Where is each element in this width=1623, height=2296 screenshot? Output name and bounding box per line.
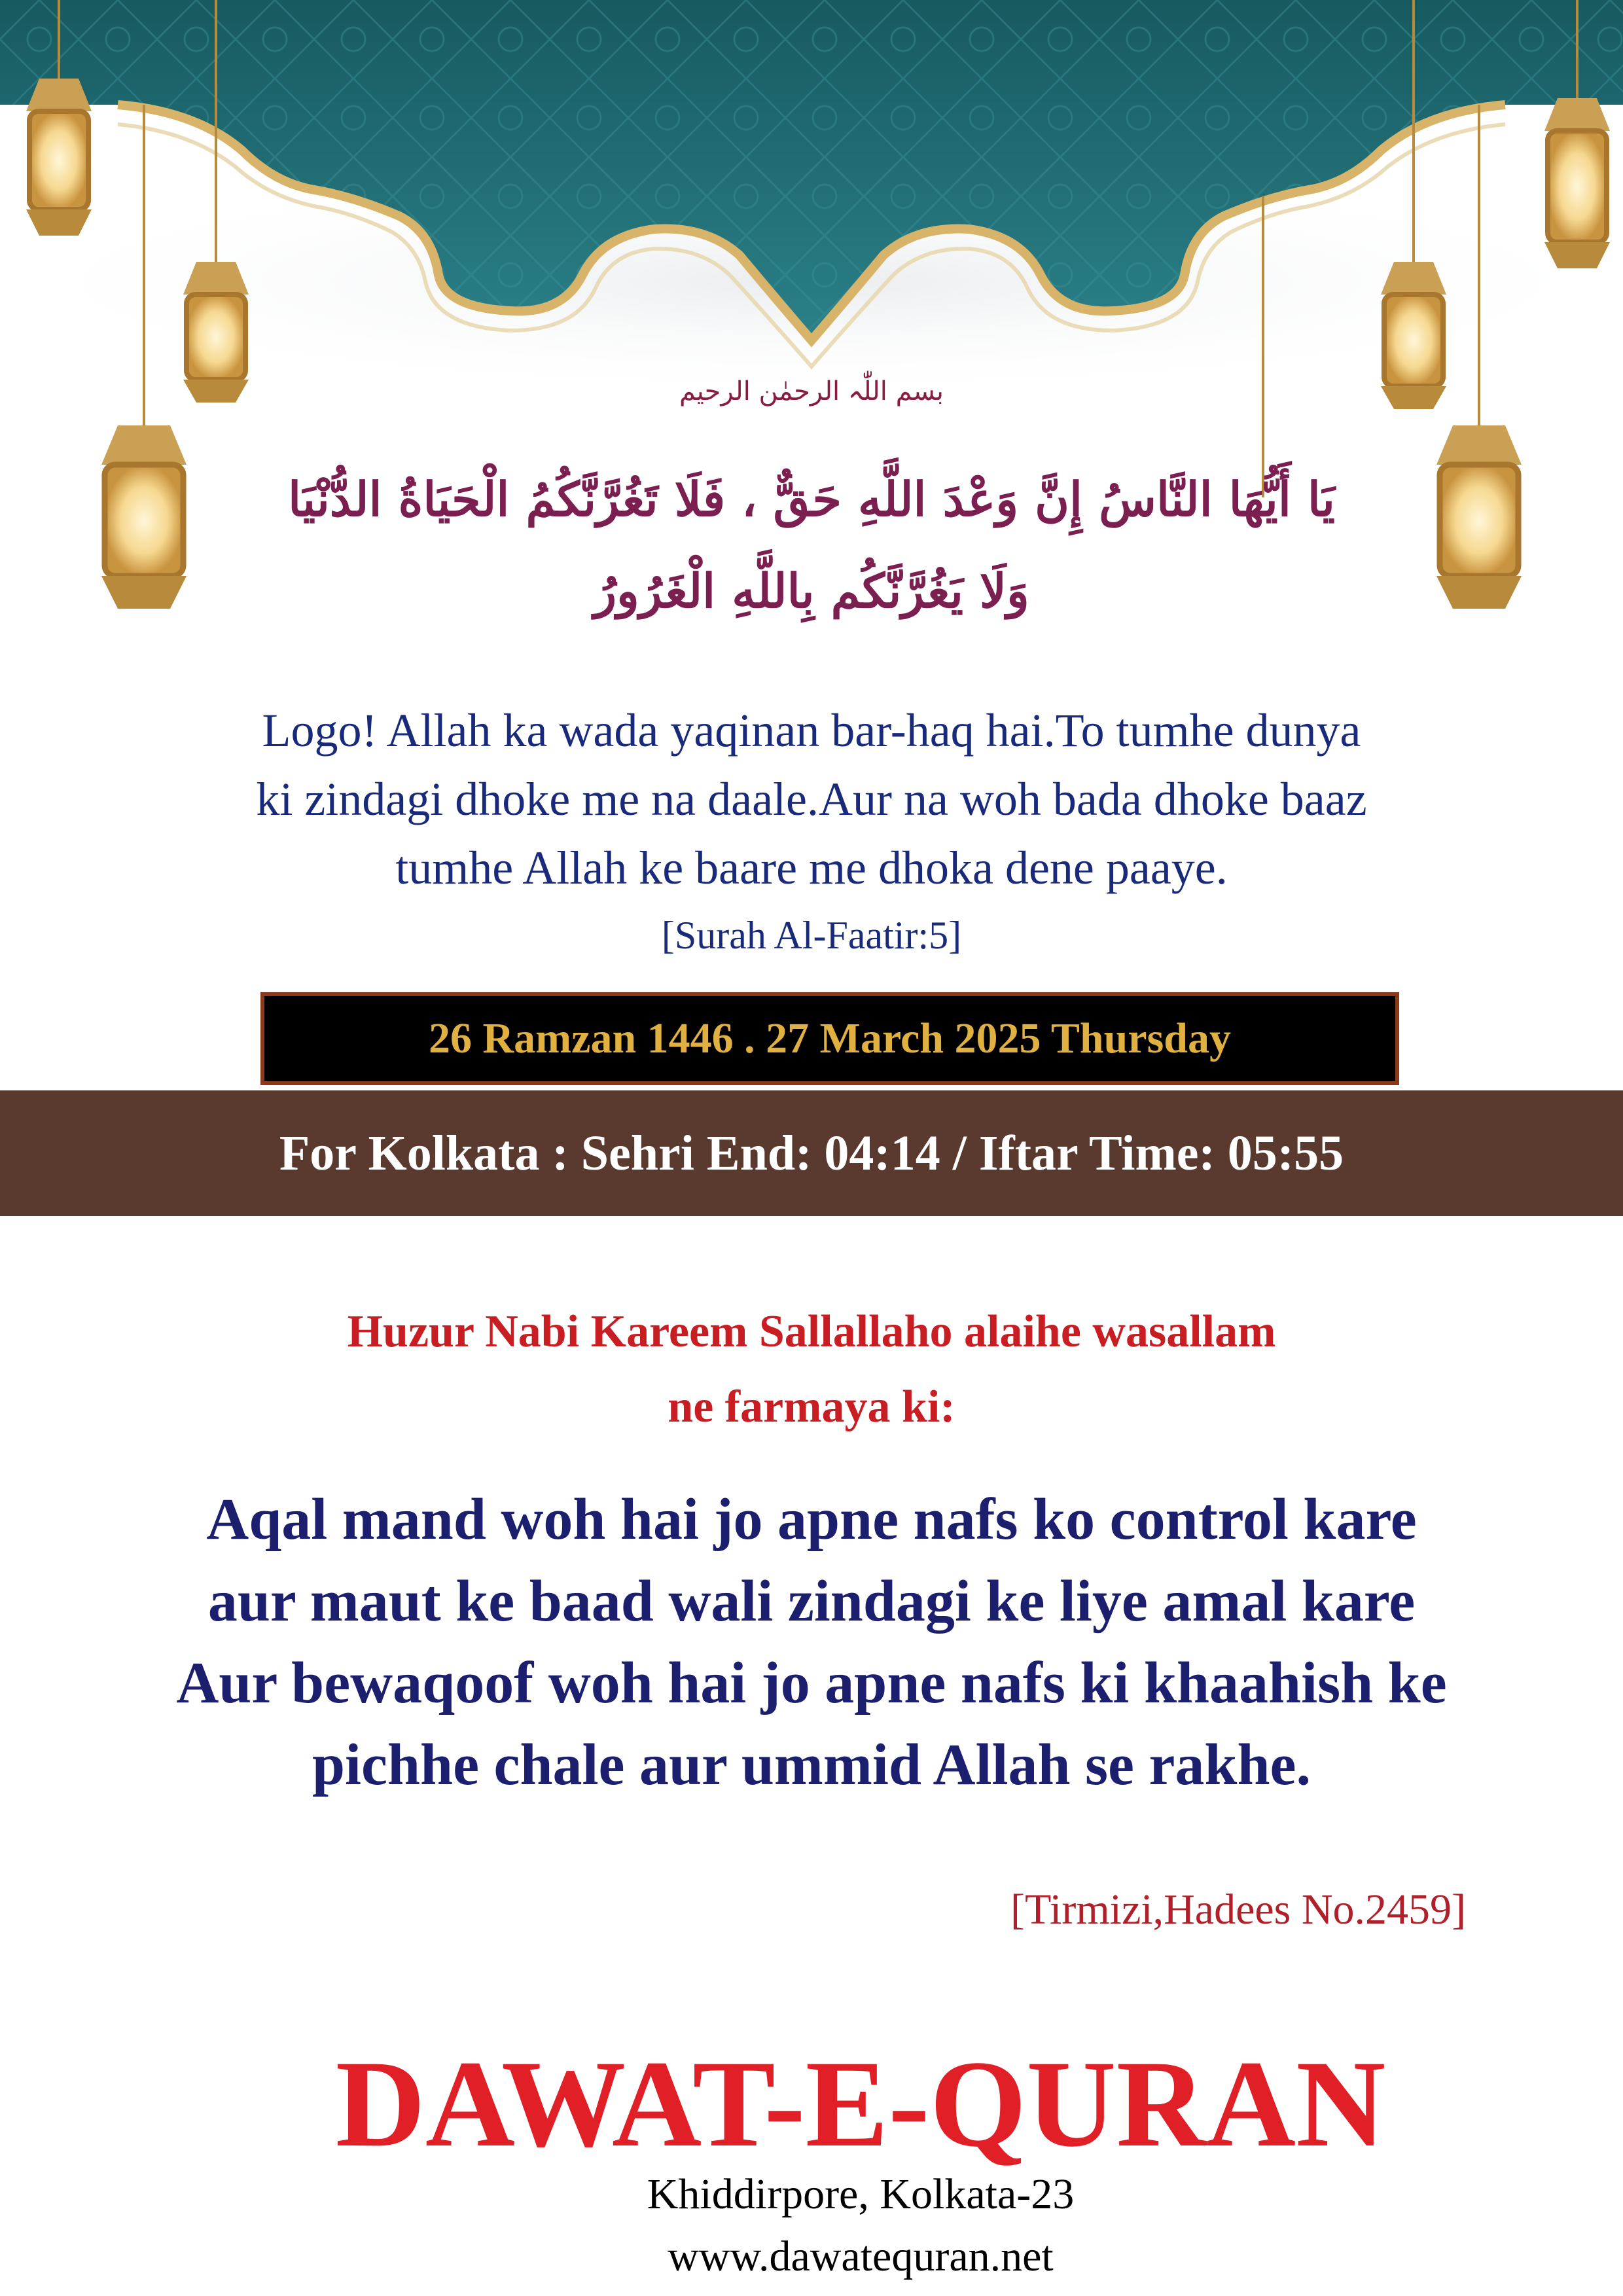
- lantern-icon: [1544, 98, 1610, 268]
- bismillah: بسم اللّٰہ الرحمٰن الرحیم: [679, 376, 944, 406]
- arabic-verse-line-1: يَا أَيُّهَا النَّاسُ إِنَّ وَعْدَ اللَّهِ حَقٌّ ، فَلَا تَغُرَّنَّكُمُ الْحَيَاةُ الدُّنْيَا: [288, 471, 1335, 527]
- hadith-text-line-2: aur maut ke baad wali zindagi ke liye amal kare: [207, 1569, 1416, 1634]
- translation-line-3: tumhe Allah ke baare me dhoka dene paaye.: [395, 842, 1228, 894]
- brand-title: DAWAT-E-QURAN: [335, 2036, 1386, 2173]
- hadith-text-line-4: pichhe chale aur ummid Allah se rakhe.: [312, 1732, 1311, 1797]
- lantern-icon: [26, 79, 92, 236]
- hadith-intro-line-2: ne farmaya ki:: [668, 1382, 955, 1432]
- hadith-intro-line-1: Huzur Nabi Kareem Sallallaho alaihe wasallam: [347, 1306, 1276, 1357]
- translation-line-2: ki zindagi dhoke me na daale.Aur na woh bada dhoke baaz: [256, 773, 1367, 825]
- arabic-verse-line-2: وَلَا يَغُرَّنَّكُم بِاللَّهِ الْغَرُورُ: [594, 563, 1029, 619]
- website: www.dawatequran.net: [668, 2233, 1054, 2280]
- sehri-iftar-timings: For Kolkata : Sehri End: 04:14 / Iftar Time: 05:55: [0, 1090, 1623, 1216]
- translation-line-1: Logo! Allah ka wada yaqinan bar-haq hai.To tumhe dunya: [262, 704, 1361, 757]
- verse-reference: [Surah Al-Faatir:5]: [661, 914, 962, 957]
- hadith-text-line-3: Aur bewaqoof woh hai jo apne nafs ki khaahish ke: [176, 1651, 1447, 1715]
- header-decoration: [0, 0, 1623, 655]
- address: Khiddirpore, Kolkata-23: [647, 2170, 1075, 2218]
- date-banner: 26 Ramzan 1446 . 27 March 2025 Thursday: [260, 992, 1399, 1085]
- hadith-text-line-1: Aqal mand woh hai jo apne nafs ko control kare: [206, 1487, 1417, 1552]
- hadith-source: [Tirmizi,Hadees No.2459]: [1010, 1886, 1466, 1933]
